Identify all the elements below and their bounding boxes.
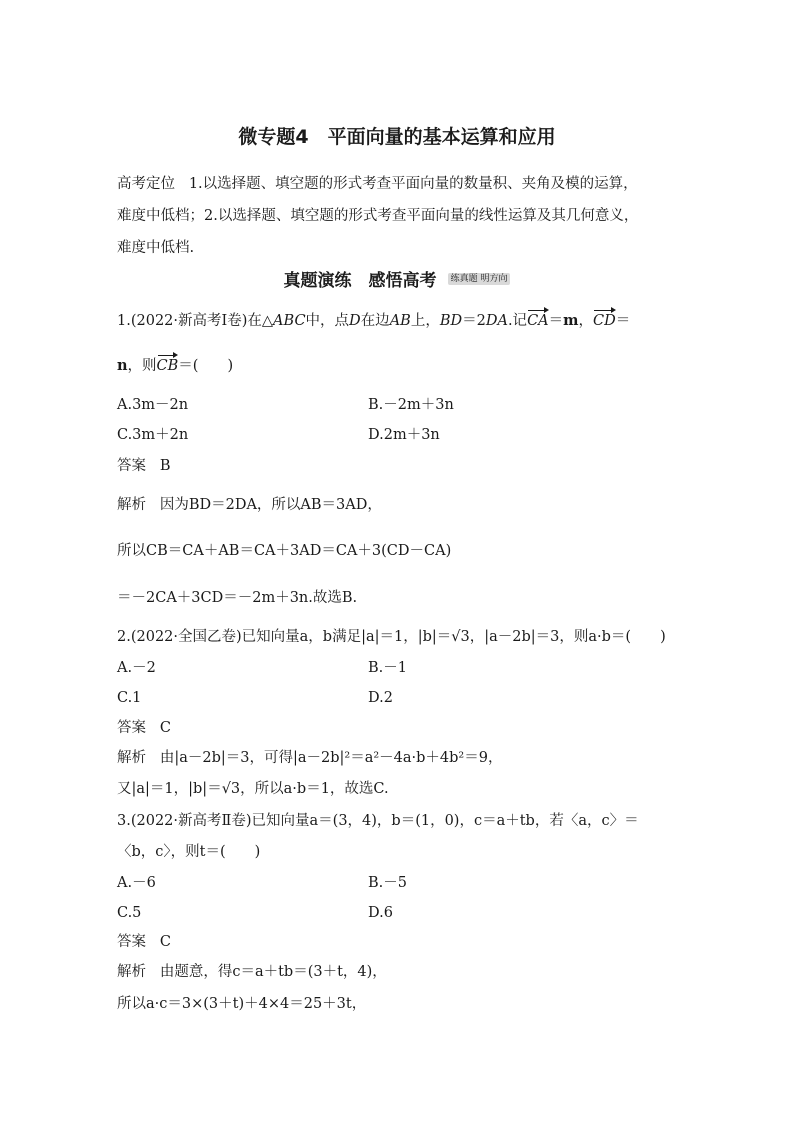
vector-ca: CA — [527, 310, 549, 332]
section-header — [0, 266, 794, 291]
q1-stem-line-1: 1.(2022·新高考Ⅰ卷)在△ABC中，点D在边AB上，BD＝2DA.记CA＝m，CD＝ — [117, 310, 630, 332]
q1-option-d: D.2m＋3n — [368, 427, 440, 443]
q1-option-b: B.－2m＋3n — [368, 397, 454, 413]
q3-analysis-line-2: 所以a·c＝3×(3＋t)＋4×4＝25＋3t， — [117, 996, 367, 1012]
section-tag: 练真题 明方向 — [448, 273, 511, 285]
q3-stem-line-1: 3.(2022·新高考Ⅱ卷)已知向量a＝(3，4)，b＝(1，0)，c＝a＋tb，若〈a，c〉＝ — [117, 813, 639, 829]
vector-cd: CD — [593, 310, 616, 332]
q1-option-a: A.3m－2n — [117, 397, 189, 413]
q1-analysis-line-2: 所以CB＝CA＋AB＝CA＋3AD＝CA＋3(CD－CA) — [117, 543, 452, 559]
positioning-line-1: 高考定位 1.以选择题、填空题的形式考查平面向量的数量积、夹角及模的运算， — [117, 176, 638, 192]
q3-stem-line-2: 〈b，c〉，则t＝( ) — [117, 844, 261, 860]
q2-option-a: A.－2 — [117, 660, 156, 676]
q2-answer: 答案 C — [117, 720, 171, 736]
q2-option-b: B.－1 — [368, 660, 407, 676]
q2-analysis-line-2: 又|a|＝1，|b|＝√3，所以a·b＝1，故选C. — [117, 781, 389, 797]
q1-analysis-line-1: 解析 因为BD＝2DA，所以AB＝3AD， — [117, 497, 382, 513]
positioning-line-3: 难度中低档. — [117, 240, 195, 256]
q1-analysis-line-3: ＝－2CA＋3CD＝－2m＋3n.故选B. — [117, 590, 358, 606]
positioning-line-2: 难度中低档；2.以选择题、填空题的形式考查平面向量的线性运算及其几何意义， — [117, 208, 639, 224]
section-heading: 真题演练 感悟高考 — [283, 271, 437, 291]
q2-option-c: C.1 — [117, 690, 142, 706]
q2-analysis-line-1: 解析 由|a－2b|＝3，可得|a－2b|²＝a²－4a·b＋4b²＝9， — [117, 750, 503, 766]
q3-option-b: B.－5 — [368, 875, 407, 891]
page-title: 微专题4 平面向量的基本运算和应用 — [238, 126, 556, 148]
q2-stem: 2.(2022·全国乙卷)已知向量a，b满足|a|＝1，|b|＝√3，|a－2b|＝3，则a·b＝( ) — [117, 629, 666, 645]
vector-cb: CB — [157, 355, 179, 377]
q3-answer: 答案 C — [117, 934, 171, 950]
q3-option-c: C.5 — [117, 905, 142, 921]
q3-option-d: D.6 — [368, 905, 393, 921]
q3-option-a: A.－6 — [117, 875, 156, 891]
q2-option-d: D.2 — [368, 690, 393, 706]
q1-stem-line-2: n，则CB＝( ) — [117, 355, 233, 377]
positioning-label: 高考定位 — [117, 176, 175, 192]
q3-analysis-line-1: 解析 由题意，得c＝a＋tb＝(3＋t，4)， — [117, 964, 387, 980]
q1-answer: 答案 B — [117, 458, 171, 474]
q1-option-c: C.3m＋2n — [117, 427, 189, 443]
